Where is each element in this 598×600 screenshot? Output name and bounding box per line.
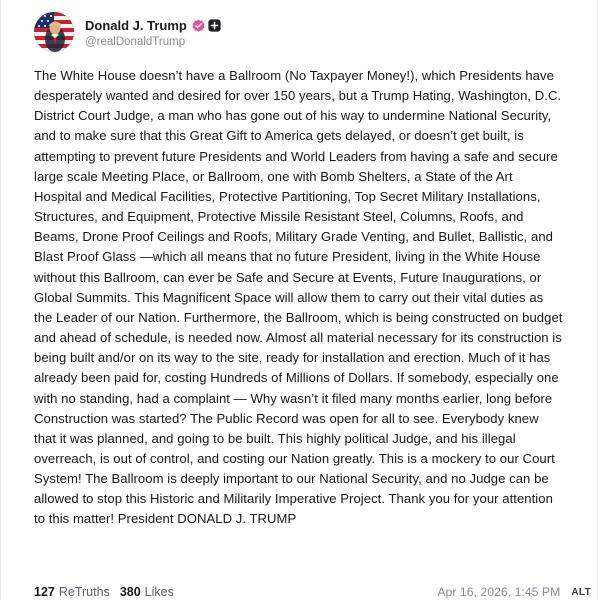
likes-stat[interactable] xyxy=(120,585,174,599)
post-body-text: The White House doesn’t have a Ballroom (No Taxpayer Money!), which Presidents have desperately wanted and desired for over 150 years, but a Trump Hating, Washington, D.C. District Court Judge, a man who has gone out of his way to undermine National Security, and to make sure that this Great Gift to America gets delayed, or doesn’t get built, is attempting to prevent future Presidents and World Leaders from having a safe and secure large scale Meeting Place, or Ballroom, one with Bomb Shelters, a State of the Art Hospital and Medical Facilities, Protective Partitioning, Top Secret Military Installations, Structures, and Equipment, Protective Missile Resistant Steel, Columns, Roofs, and Beams, Drone Proof Ceilings and Roofs, Military Grade Venting, and Bullet, Ballistic, and Blast Proof Glass —which all means that no future President, living in the White House without this Ballroom, can ever be Safe and Secure at Events, Future Inaugurations, or Global Summits. This Magnificent Space will allow them to carry out their vital duties as the Leader of our Nation. Furthermore, the Ballroom, which is being constructed on budget and ahead of schedule, is needed now. Almost all material necessary for its construction is being built and/or on its way to the site, ready for installation and erection. Much of it has already been paid for, costing Hundreds of Millions of Dollars. If somebody, especially one with no standing, had a complaint — Why wasn’t it filed many months earlier, long before Construction was started? The Public Record was open for all to see. Everybody knew that it was planned, and going to be built. This highly political Judge, and his illegal overreach, is out of control, and costing our Nation greatly. This is a mockery to our Court System! The Ballroom is deeply important to our National Security, and no Judge can be allowed to stop this Historic and Militarily Imperative Project. Thank you for your attention to this matter! President DONALD J. TRUMP xyxy=(34,68,563,527)
name-row xyxy=(85,16,221,34)
alt-text-badge[interactable]: ALT xyxy=(571,586,591,598)
retruths-count: 127 xyxy=(34,585,55,599)
retruths-label: ReTruths xyxy=(58,585,110,599)
post-header xyxy=(34,12,221,52)
author-identity xyxy=(85,16,221,48)
author-display-name[interactable]: Donald J. Trump xyxy=(85,17,187,33)
plus-badge-icon xyxy=(208,19,221,32)
author-handle[interactable]: @realDonaldTrump xyxy=(85,36,186,48)
verified-badge-icon xyxy=(192,19,205,32)
avatar-image xyxy=(34,12,74,52)
retruths-stat[interactable] xyxy=(34,585,110,599)
avatar[interactable] xyxy=(34,12,74,52)
likes-label: Likes xyxy=(144,585,174,599)
likes-count: 380 xyxy=(119,585,141,599)
post-footer xyxy=(34,584,591,600)
post-timestamp[interactable]: Apr 16, 2026, 1:45 PM xyxy=(437,585,561,599)
